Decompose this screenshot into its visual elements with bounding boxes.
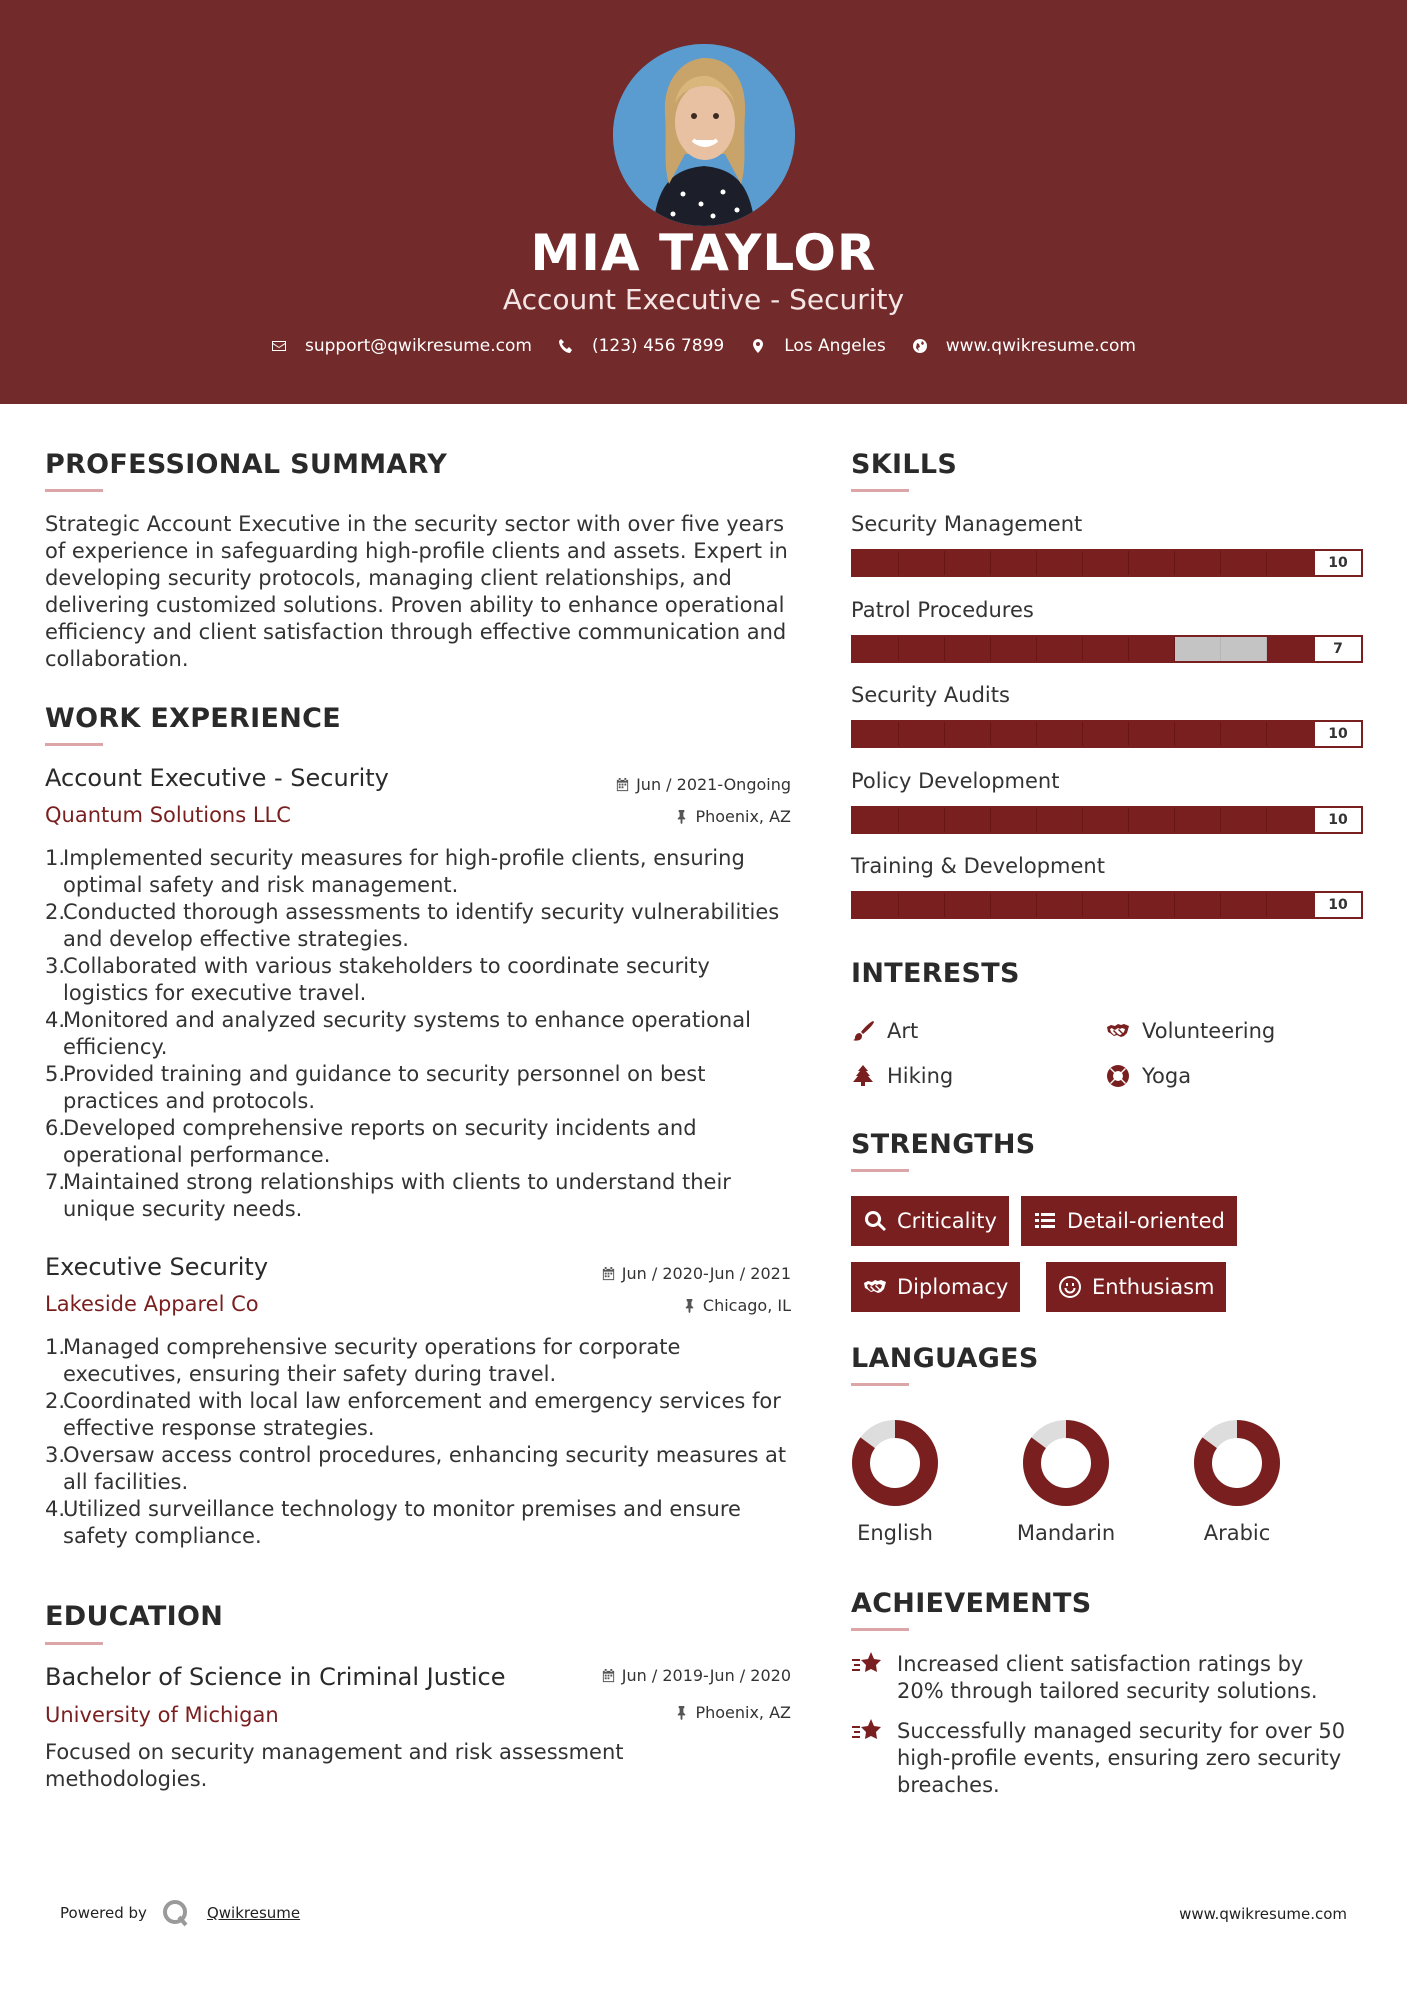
handshake-icon — [863, 1275, 887, 1299]
skill-bar-segment — [1175, 637, 1221, 661]
language-level-donut — [1193, 1419, 1281, 1507]
skill-bar-segment — [1083, 893, 1129, 917]
skill-bar-segment — [991, 637, 1037, 661]
skill-score: 7 — [1315, 637, 1361, 661]
experience-title-underline — [45, 743, 103, 746]
calendar-icon — [601, 1668, 616, 1683]
calendar-icon — [615, 777, 630, 792]
company-name: Quantum Solutions LLC — [45, 803, 291, 827]
skill-name: Patrol Procedures — [851, 597, 1034, 622]
powered-by-label: Powered by — [60, 1904, 147, 1922]
education-location — [500, 1703, 791, 1722]
achievements-title: ACHIEVEMENTS — [851, 1588, 1092, 1619]
list-item: 3. Collaborated with various stakeholders to coordinate security logistics for executive travel. — [45, 954, 710, 1005]
skill-bar-segment — [991, 893, 1037, 917]
language-item — [1006, 1419, 1126, 1545]
skill-bar-segment — [899, 808, 945, 832]
skill-bar-segment — [899, 893, 945, 917]
strengths-title-underline — [851, 1169, 909, 1172]
skill-bar-segment — [853, 808, 899, 832]
star-rating-icon — [851, 1718, 883, 1746]
achievement-text: Increased client satisfaction ratings by 20% through tailored security solutions. — [897, 1652, 1318, 1703]
skill-bar-segment — [1129, 551, 1175, 575]
skill-bar-segment — [1221, 637, 1267, 661]
strength-tag-criticality — [851, 1196, 1009, 1246]
interest-label: Hiking — [887, 1064, 954, 1088]
languages-title-underline — [851, 1383, 909, 1386]
footer-powered-by — [60, 1898, 300, 1928]
pushpin-icon — [682, 1298, 697, 1313]
interest-item-art — [851, 1019, 918, 1043]
skill-bar-segment — [1221, 722, 1267, 746]
school-name: University of Michigan — [45, 1703, 279, 1727]
contact-bar — [0, 336, 1407, 356]
interest-label: Yoga — [1142, 1064, 1192, 1088]
job-date-text: Jun / 2021-Ongoing — [636, 775, 791, 794]
skill-level-bar — [851, 720, 1363, 748]
education-title-underline — [45, 1642, 103, 1645]
skills-title-underline — [851, 489, 909, 492]
search-icon — [863, 1209, 887, 1233]
skill-bar-segment — [1221, 551, 1267, 575]
skill-bar-segment — [1037, 551, 1083, 575]
job-title: Account Executive - Security — [45, 764, 389, 792]
skill-bar-segment — [945, 722, 991, 746]
list-item: 1. Managed comprehensive security operations for corporate executives, ensuring their safety during travel. — [45, 1335, 681, 1386]
achievement-text: Successfully managed security for over 50 high-profile events, ensuring zero security breaches. — [897, 1719, 1346, 1797]
skill-level-bar — [851, 549, 1363, 577]
interests-title: INTERESTS — [851, 958, 1020, 989]
company-name: Lakeside Apparel Co — [45, 1292, 259, 1316]
strength-label: Criticality — [897, 1209, 997, 1233]
language-item — [835, 1419, 955, 1545]
skill-level-bar — [851, 891, 1363, 919]
skill-bar-segment — [853, 722, 899, 746]
job-date — [500, 775, 791, 794]
list-icon — [1033, 1209, 1057, 1233]
job-date-text: Jun / 2020-Jun / 2021 — [621, 1264, 791, 1283]
skill-bar-segment — [991, 722, 1037, 746]
lifering-icon — [1106, 1064, 1130, 1088]
skill-bar-segment — [1037, 722, 1083, 746]
skill-bar-segment — [853, 893, 899, 917]
language-item — [1177, 1419, 1297, 1545]
skill-bar-segment — [1175, 551, 1221, 575]
languages-title: LANGUAGES — [851, 1343, 1039, 1374]
skill-bar-segment — [1083, 551, 1129, 575]
skill-name: Security Audits — [851, 683, 1010, 707]
skill-bar-segment — [1175, 808, 1221, 832]
qwikresume-link[interactable]: Qwikresume — [206, 1904, 301, 1922]
skill-bar-segment — [1037, 893, 1083, 917]
skill-level-bar — [851, 635, 1363, 663]
education-location-text: Phoenix, AZ — [695, 1703, 791, 1722]
summary-title: PROFESSIONAL SUMMARY — [45, 449, 448, 480]
qwikresume-logo-icon — [161, 1898, 191, 1928]
strengths-title: STRENGTHS — [851, 1129, 1036, 1160]
skill-name: Policy Development — [851, 768, 1060, 793]
skill-bar-segment — [853, 637, 899, 661]
job-duties-list — [45, 1334, 795, 1550]
skill-bar-segment — [1221, 893, 1267, 917]
list-item: 3. Oversaw access control procedures, enhancing security measures at all facilities. — [45, 1443, 787, 1494]
language-name: Arabic — [1203, 1521, 1271, 1545]
list-item: 1. Implemented security measures for high-profile clients, ensuring optimal safety and risk management. — [45, 846, 745, 897]
skill-score: 10 — [1315, 551, 1361, 575]
skill-bar-segment — [1129, 722, 1175, 746]
skill-bar-segment — [945, 808, 991, 832]
handshake-icon — [1106, 1019, 1130, 1043]
strength-tag-enthusiasm — [1046, 1262, 1226, 1312]
skill-bar-segment — [899, 637, 945, 661]
list-item: 6. Developed comprehensive reports on security incidents and operational performance. — [45, 1116, 697, 1167]
list-item: 2. Coordinated with local law enforcement and emergency services for effective response strategies. — [45, 1389, 781, 1440]
summary-title-underline — [45, 489, 103, 492]
calendar-icon — [601, 1266, 616, 1281]
skill-name: Security Management — [851, 512, 1083, 536]
achievement-item — [851, 1651, 1351, 1705]
skill-bar-segment — [1083, 722, 1129, 746]
pushpin-icon — [674, 1705, 689, 1720]
skill-bar-segment — [1175, 893, 1221, 917]
job-title: Executive Security — [45, 1253, 269, 1281]
candidate-name: MIA TAYLOR — [530, 224, 877, 282]
skill-bar-segment — [1083, 637, 1129, 661]
skill-bar-segment — [991, 808, 1037, 832]
skill-bar-segment — [945, 551, 991, 575]
skills-title: SKILLS — [851, 449, 958, 480]
skill-bar-segment — [1083, 808, 1129, 832]
interest-item-volunteering — [1106, 1019, 1275, 1043]
experience-title: WORK EXPERIENCE — [45, 703, 341, 734]
job-duties-list — [45, 845, 795, 1223]
contact-phone[interactable] — [558, 336, 724, 356]
language-level-donut — [1022, 1419, 1110, 1507]
skill-bar-segment — [1175, 722, 1221, 746]
skill-bar-segment — [945, 637, 991, 661]
map-pin-icon — [750, 338, 766, 354]
candidate-role: Account Executive - Security — [502, 283, 905, 316]
education-title: EDUCATION — [45, 1601, 224, 1632]
list-item: 2. Conducted thorough assessments to identify security vulnerabilities and develop effective strategies. — [45, 900, 780, 951]
job-location-text: Phoenix, AZ — [695, 807, 791, 826]
email-text: support@qwikresume.com — [305, 336, 532, 356]
job-location-text: Chicago, IL — [702, 1296, 791, 1315]
skill-bar-segment — [945, 893, 991, 917]
summary-text: Strategic Account Executive in the security sector with over five years of experience in safeguarding high-profile clients and assets. Expert in developing security protocols, managing client relationships, and delivering customized solutions. Proven ability to enhance operational efficiency and client satisfaction through effective communication and collaboration. — [45, 512, 788, 671]
education-date — [500, 1666, 791, 1685]
skill-bar-segment — [1221, 808, 1267, 832]
achievements-title-underline — [851, 1628, 909, 1631]
degree-title: Bachelor of Science in Criminal Justice — [45, 1663, 506, 1691]
interest-label: Volunteering — [1142, 1019, 1276, 1043]
globe-icon — [912, 338, 928, 354]
contact-website[interactable] — [912, 336, 1136, 356]
pushpin-icon — [674, 809, 689, 824]
footer-website[interactable]: www.qwikresume.com — [1179, 1905, 1347, 1923]
list-item: 7. Maintained strong relationships with clients to understand their unique security needs. — [45, 1170, 731, 1221]
interest-item-hiking — [851, 1064, 953, 1088]
profile-photo — [613, 44, 795, 226]
education-description: Focused on security management and risk assessment methodologies. — [45, 1740, 624, 1791]
language-name: English — [857, 1521, 933, 1545]
smile-icon — [1058, 1275, 1082, 1299]
language-level-donut — [851, 1419, 939, 1507]
skill-bar-segment — [899, 551, 945, 575]
contact-location — [750, 336, 886, 356]
list-item: 4. Utilized surveillance technology to monitor premises and ensure safety compliance. — [45, 1497, 741, 1548]
achievement-item — [851, 1718, 1351, 1799]
interest-item-yoga — [1106, 1064, 1191, 1088]
phone-text: (123) 456 7899 — [591, 336, 725, 356]
website-text: www.qwikresume.com — [945, 336, 1136, 356]
language-name: Mandarin — [1016, 1521, 1116, 1545]
skill-score: 10 — [1315, 808, 1361, 832]
skill-score: 10 — [1315, 722, 1361, 746]
job-date — [500, 1264, 791, 1283]
star-rating-icon — [851, 1651, 883, 1679]
strength-label: Diplomacy — [897, 1275, 1009, 1299]
paintbrush-icon — [851, 1019, 875, 1043]
resume-header — [0, 0, 1407, 404]
location-text: Los Angeles — [784, 336, 886, 356]
envelope-icon — [271, 338, 287, 354]
skill-bar-segment — [899, 722, 945, 746]
strength-label: Enthusiasm — [1092, 1275, 1215, 1299]
list-item: 4. Monitored and analyzed security systems to enhance operational efficiency. — [45, 1008, 751, 1059]
job-location — [500, 807, 791, 826]
skill-bar-segment — [853, 551, 899, 575]
strength-tag-diplomacy — [851, 1262, 1020, 1312]
skill-level-bar — [851, 806, 1363, 834]
tree-icon — [851, 1064, 875, 1088]
interest-label: Art — [887, 1019, 919, 1043]
skill-bar-segment — [1129, 808, 1175, 832]
strength-tag-detail-oriented — [1021, 1196, 1237, 1246]
skill-bar-segment — [1037, 808, 1083, 832]
skill-bar-segment — [1129, 637, 1175, 661]
job-location — [500, 1296, 791, 1315]
education-date-text: Jun / 2019-Jun / 2020 — [621, 1666, 791, 1685]
skill-bar-segment — [991, 551, 1037, 575]
skill-score: 10 — [1315, 893, 1361, 917]
skill-bar-segment — [1129, 893, 1175, 917]
contact-email[interactable] — [271, 336, 532, 356]
strength-label: Detail-oriented — [1067, 1209, 1225, 1233]
skill-bar-segment — [1037, 637, 1083, 661]
phone-icon — [558, 338, 574, 354]
skill-name: Training & Development — [851, 854, 1105, 878]
list-item: 5. Provided training and guidance to security personnel on best practices and protocols. — [45, 1062, 706, 1113]
